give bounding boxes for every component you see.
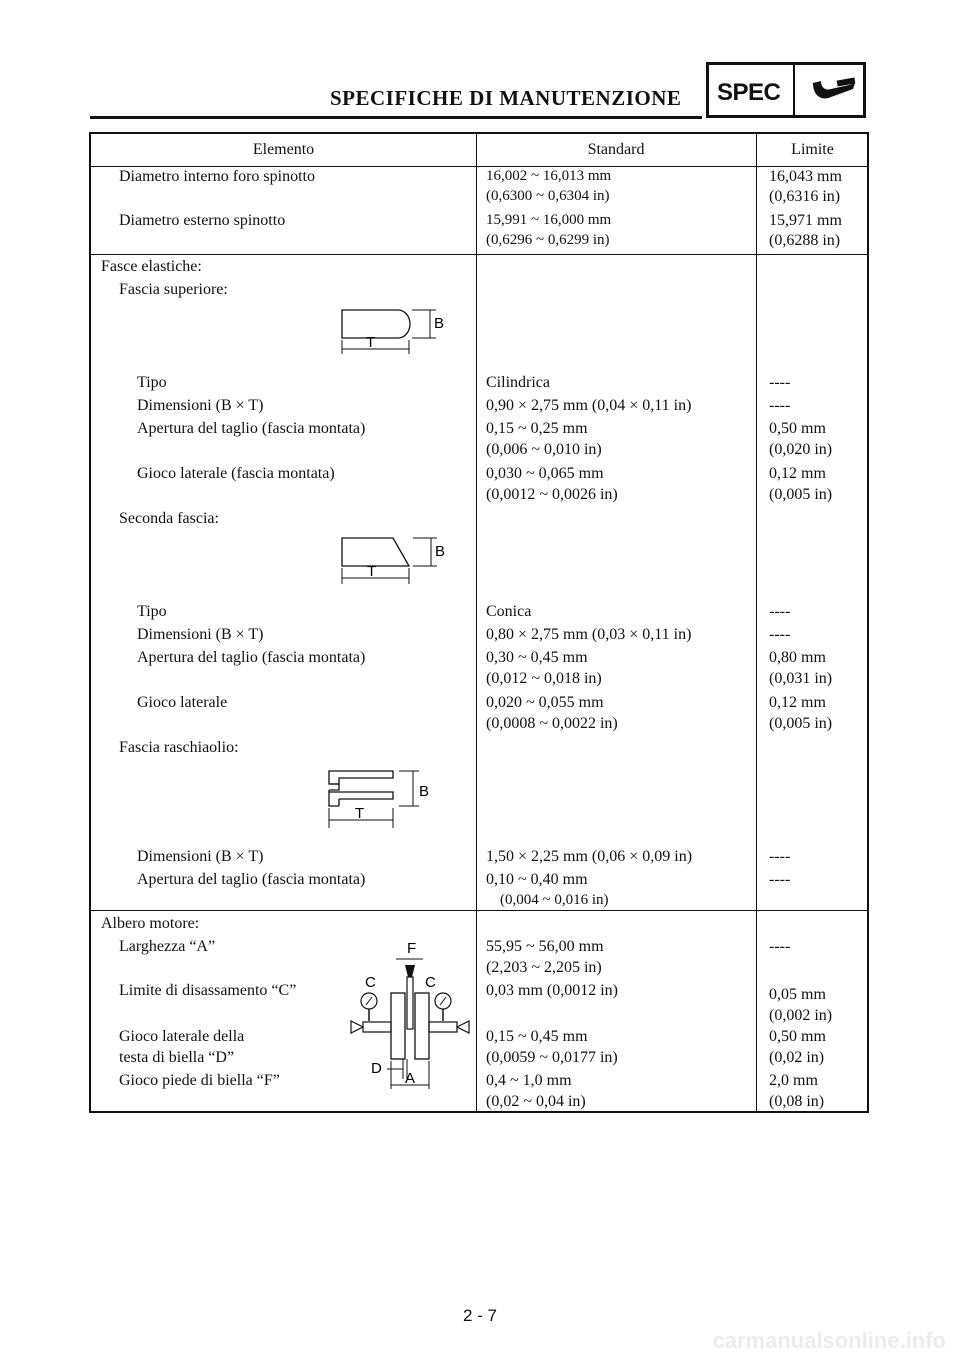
spec-table [89,132,869,1113]
row-limit: 0,50 mm [769,420,826,437]
subsection-top-ring: Fascia superiore: [119,281,228,298]
top-ring-label-b: B [434,315,445,332]
second-ring-label-b: B [435,543,446,560]
crank-label-c-left: C [365,974,376,991]
row-limit-in: (0,020 in) [769,441,833,458]
row-label: Apertura del taglio (fascia montata) [137,649,366,666]
row-standard: 0,15 ~ 0,45 mm [486,1028,588,1045]
row-label: Dimensioni (B × T) [137,626,264,643]
row-limit: 0,50 mm [769,1028,826,1045]
row-limit: ---- [769,397,791,414]
row-standard-in: (2,203 ~ 2,205 in) [486,959,602,976]
oil-ring-label-b: B [419,783,430,800]
row-standard: Conica [486,603,532,620]
row-label: Dimensioni (B × T) [137,397,264,414]
row-standard-in: (0,0008 ~ 0,0022 in) [486,715,618,732]
row-label: Diametro interno foro spinotto [119,168,315,185]
row-limit-in: (0,005 in) [769,486,833,503]
crank-label-c-right: C [425,974,436,991]
section-heading-crankshaft: Albero motore: [101,915,200,932]
col-header-limite: Limite [791,141,834,158]
crank-label-f: F [407,940,417,957]
oil-ring-diagram [323,766,453,832]
row-standard: 0,030 ~ 0,065 mm [486,465,604,482]
spec-badge [706,62,866,118]
row-label: Gioco laterale [137,694,228,711]
row-standard: 0,80 × 2,75 mm (0,03 × 0,11 in) [486,626,692,643]
row-standard-in: (0,6296 ~ 0,6299 in) [486,232,610,248]
subsection-second-ring: Seconda fascia: [119,510,219,527]
section-divider-1 [91,254,867,255]
top-ring-label-t: T [366,334,376,351]
row-limit: 2,0 mm [769,1072,818,1089]
row-standard: 55,95 ~ 56,00 mm [486,938,604,955]
row-standard: 0,020 ~ 0,055 mm [486,694,604,711]
row-standard: 0,15 ~ 0,25 mm [486,420,588,437]
page-number: 2 - 7 [462,1306,498,1325]
row-label: Larghezza “A” [119,938,216,955]
row-limit-in: (0,02 in) [769,1049,825,1066]
row-label: Diametro esterno spinotto [119,212,286,229]
row-standard: 0,90 × 2,75 mm (0,04 × 0,11 in) [486,397,692,414]
wrench-icon [809,75,859,109]
crankshaft-diagram [341,939,471,1089]
row-label: Gioco piede di biella “F” [119,1072,280,1089]
row-label: Tipo [137,603,167,620]
row-label-line2: testa di biella “D” [119,1049,235,1066]
row-limit: 0,80 mm [769,649,826,666]
row-label: Tipo [137,374,167,391]
spec-label: SPEC [717,79,781,106]
row-standard: 0,10 ~ 0,40 mm [486,871,588,888]
row-standard-in: (0,006 ~ 0,010 in) [486,441,602,458]
row-label: Gioco laterale della [119,1028,245,1045]
crank-label-a: A [405,1070,416,1087]
row-limit: ---- [769,848,791,865]
col-divider-2 [756,134,757,1111]
second-ring-diagram [337,532,457,588]
page-title: SPECIFICHE DI MANUTENZIONE [330,86,682,110]
row-standard: 16,002 ~ 16,013 mm [486,168,612,184]
section-divider-2 [91,910,867,911]
crank-label-d: D [371,1060,382,1077]
row-standard: 0,4 ~ 1,0 mm [486,1072,572,1089]
row-standard: 0,03 mm (0,0012 in) [486,982,618,999]
row-limit-in: (0,002 in) [769,1007,833,1024]
row-standard: Cilindrica [486,374,550,391]
row-label: Apertura del taglio (fascia montata) [137,871,366,888]
row-limit: 16,043 mm [769,168,842,185]
row-standard-in: (0,02 ~ 0,04 in) [486,1093,586,1110]
row-standard-in: (0,012 ~ 0,018 in) [486,670,602,687]
row-standard: 1,50 × 2,25 mm (0,06 × 0,09 in) [486,848,693,865]
row-limit: 15,971 mm [769,212,842,229]
oil-ring-label-t: T [355,805,365,822]
badge-divider [793,65,795,115]
row-limit: ---- [769,374,791,391]
row-limit: ---- [769,603,791,620]
title-underline [90,116,702,119]
section-heading-rings: Fasce elastiche: [101,258,202,275]
row-label: Dimensioni (B × T) [137,848,264,865]
row-standard: 0,30 ~ 0,45 mm [486,649,588,666]
row-limit-in: (0,6316 in) [769,188,841,205]
row-limit: ---- [769,938,791,955]
row-label: Limite di disassamento “C” [119,982,297,999]
row-limit: 0,12 mm [769,465,826,482]
row-standard-in: (0,004 ~ 0,016 in) [500,892,609,908]
watermark: carmanualsonline.info [712,1328,946,1353]
row-limit-in: (0,005 in) [769,715,833,732]
row-limit: ---- [769,871,791,888]
col-divider-1 [476,134,477,1111]
row-limit-in: (0,6288 in) [769,232,841,249]
top-ring-diagram [336,304,456,356]
row-standard: 15,991 ~ 16,000 mm [486,212,612,228]
row-standard-in: (0,6300 ~ 0,6304 in) [486,188,610,204]
row-label: Apertura del taglio (fascia montata) [137,420,366,437]
subsection-oil-ring: Fascia raschiaolio: [119,739,239,756]
row-limit: 0,12 mm [769,694,826,711]
row-limit: ---- [769,626,791,643]
row-standard-in: (0,0012 ~ 0,0026 in) [486,486,618,503]
row-standard-in: (0,0059 ~ 0,0177 in) [486,1049,618,1066]
col-header-elemento: Elemento [252,141,315,158]
row-limit-in: (0,031 in) [769,670,833,687]
row-limit: 0,05 mm [769,986,826,1003]
col-header-standard: Standard [587,141,645,158]
row-label: Gioco laterale (fascia montata) [137,465,335,482]
second-ring-label-t: T [367,563,377,580]
row-limit-in: (0,08 in) [769,1093,825,1110]
